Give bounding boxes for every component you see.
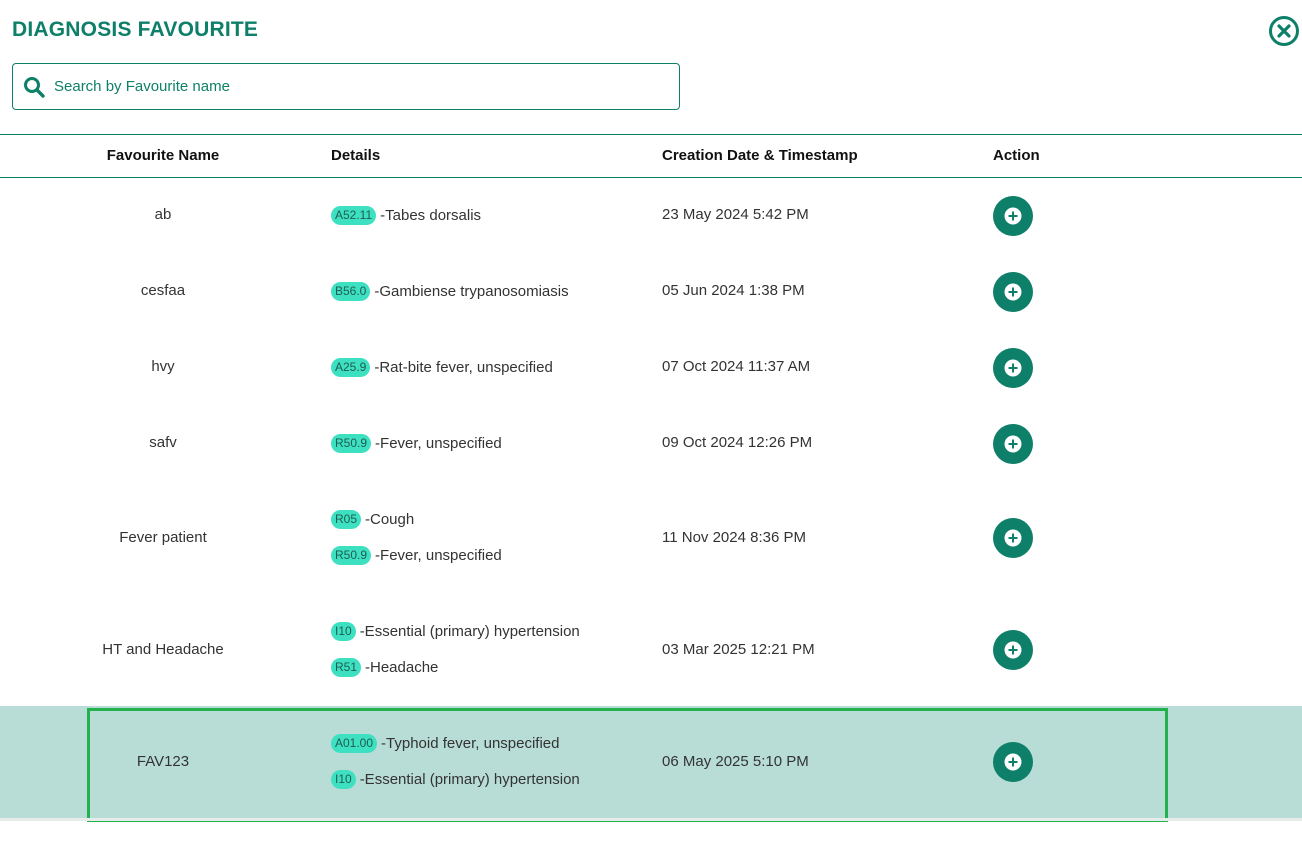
diagnosis-description: -Essential (primary) hypertension [359, 770, 580, 788]
add-favourite-button[interactable] [993, 630, 1033, 670]
diagnosis-item [331, 656, 580, 678]
table-bottom-divider [0, 818, 1302, 821]
plus-circle-icon [1003, 752, 1023, 772]
diagnosis-details [331, 432, 502, 454]
diagnosis-item [331, 356, 553, 378]
diagnosis-item [331, 732, 580, 754]
column-header-action: Action [993, 147, 1040, 164]
table-row [0, 178, 1302, 254]
plus-circle-icon [1003, 206, 1023, 226]
column-header-creation-date: Creation Date & Timestamp [662, 147, 858, 164]
favourite-name: ab [154, 206, 172, 223]
close-button[interactable] [1268, 15, 1300, 47]
diagnosis-details [331, 280, 569, 302]
diagnosis-code-badge: I10 [331, 770, 356, 789]
favourite-name: Fever patient [119, 529, 207, 546]
diagnosis-item [331, 280, 569, 302]
column-header-favourite-name: Favourite Name [106, 147, 220, 164]
diagnosis-item [331, 620, 580, 642]
table-row [0, 594, 1302, 706]
diagnosis-description: -Headache [365, 658, 439, 676]
creation-date: 05 Jun 2024 1:38 PM [662, 282, 805, 299]
diagnosis-code-badge: R05 [331, 510, 361, 529]
diagnosis-code-badge: A01.00 [331, 734, 377, 753]
diagnosis-item [331, 204, 481, 226]
creation-date: 07 Oct 2024 11:37 AM [662, 358, 811, 375]
favourite-name: hvy [151, 358, 175, 375]
diagnosis-details [331, 732, 580, 790]
table-row [0, 406, 1302, 482]
creation-date: 06 May 2025 5:10 PM [662, 753, 809, 770]
favourite-name: cesfaa [140, 282, 186, 299]
diagnosis-code-badge: B56.0 [331, 282, 370, 301]
diagnosis-item [331, 768, 580, 790]
add-favourite-button[interactable] [993, 518, 1033, 558]
plus-circle-icon [1003, 282, 1023, 302]
diagnosis-description: -Gambiense trypanosomiasis [374, 282, 569, 300]
diagnosis-description: -Cough [365, 510, 415, 528]
add-favourite-button[interactable] [993, 424, 1033, 464]
diagnosis-details [331, 356, 553, 378]
search-icon [23, 76, 45, 98]
search-box [12, 63, 680, 110]
diagnosis-item [331, 544, 502, 566]
plus-circle-icon [1003, 358, 1023, 378]
table-row [0, 482, 1302, 594]
diagnosis-details [331, 620, 580, 678]
diagnosis-code-badge: R50.9 [331, 546, 371, 565]
diagnosis-description: -Typhoid fever, unspecified [381, 734, 560, 752]
creation-date: 09 Oct 2024 12:26 PM [662, 434, 813, 451]
add-favourite-button[interactable] [993, 196, 1033, 236]
diagnosis-code-badge: I10 [331, 622, 356, 641]
diagnosis-description: -Rat-bite fever, unspecified [374, 358, 553, 376]
creation-date: 11 Nov 2024 8:36 PM [662, 529, 806, 546]
page-title: DIAGNOSIS FAVOURITE [12, 18, 259, 41]
favourite-name: safv [149, 434, 177, 451]
diagnosis-code-badge: R51 [331, 658, 361, 677]
favourite-name: HT and Headache [102, 641, 224, 658]
plus-circle-icon [1003, 640, 1023, 660]
table-row [0, 254, 1302, 330]
diagnosis-code-badge: A25.9 [331, 358, 370, 377]
diagnosis-item [331, 508, 502, 530]
diagnosis-code-badge: R50.9 [331, 434, 371, 453]
add-favourite-button[interactable] [993, 272, 1033, 312]
diagnosis-code-badge: A52.11 [331, 206, 376, 225]
table-row [0, 330, 1302, 406]
plus-circle-icon [1003, 434, 1023, 454]
diagnosis-description: -Essential (primary) hypertension [359, 622, 580, 640]
diagnosis-details [331, 508, 502, 566]
add-favourite-button[interactable] [993, 348, 1033, 388]
diagnosis-description: -Fever, unspecified [375, 434, 502, 452]
diagnosis-description: -Fever, unspecified [375, 546, 502, 564]
table-row-selected[interactable] [0, 706, 1302, 818]
diagnosis-description: -Tabes dorsalis [380, 206, 482, 224]
close-icon [1268, 15, 1300, 47]
table-header [0, 134, 1302, 178]
column-header-details: Details [331, 147, 381, 164]
diagnosis-details [331, 204, 481, 226]
diagnosis-item [331, 432, 502, 454]
creation-date: 23 May 2024 5:42 PM [662, 206, 809, 223]
add-favourite-button[interactable] [993, 742, 1033, 782]
favourite-name: FAV123 [136, 753, 190, 770]
plus-circle-icon [1003, 528, 1023, 548]
search-input[interactable] [54, 64, 679, 109]
creation-date: 03 Mar 2025 12:21 PM [662, 641, 815, 658]
